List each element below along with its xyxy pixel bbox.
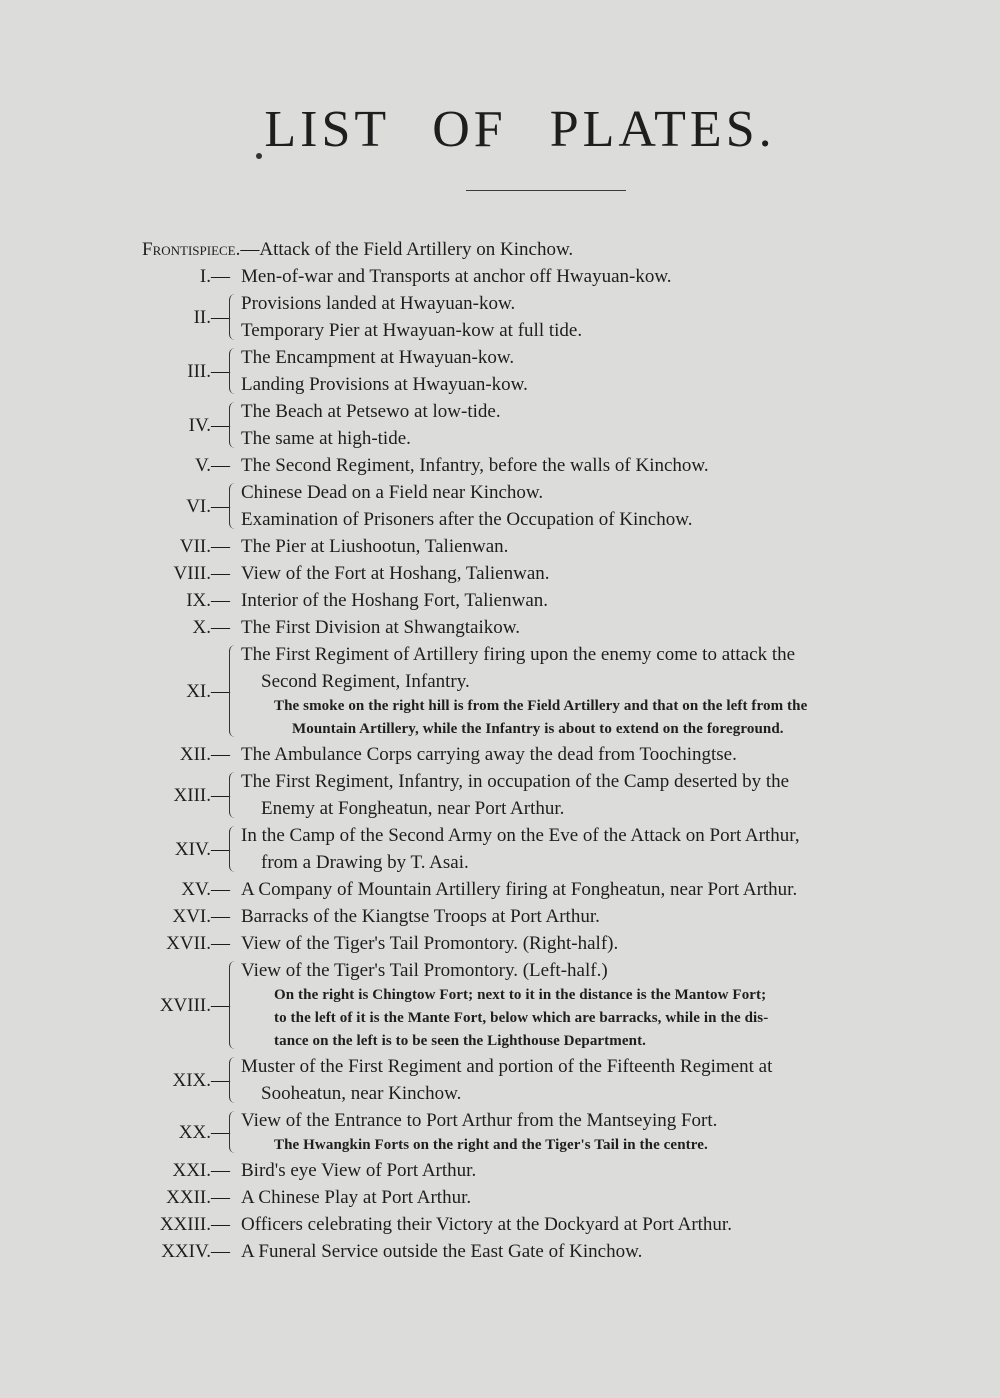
plate-entry — [0, 290, 1000, 344]
plate-number: XIV.— — [174, 839, 230, 860]
plate-entry — [0, 533, 1000, 560]
plate-entry — [0, 560, 1000, 587]
plate-title: Temporary Pier at Hwayuan-kow at full tide. — [241, 320, 583, 341]
plate-entry — [0, 768, 1000, 822]
brace-mark — [229, 826, 235, 872]
plate-entry — [0, 452, 1000, 479]
plate-number: VI.— — [186, 496, 230, 517]
plate-number: VII.— — [179, 536, 230, 557]
plate-note: The Hwangkin Forts on the right and the Tiger's Tail in the centre. — [274, 1137, 708, 1153]
plate-entry — [0, 876, 1000, 903]
plate-number: IV.— — [188, 415, 230, 436]
plate-entry — [0, 398, 1000, 452]
plate-number: III.— — [187, 361, 230, 382]
brace-mark — [229, 483, 235, 529]
plate-number: XIII.— — [173, 785, 230, 806]
plate-entry — [0, 741, 1000, 768]
brace-mark — [229, 348, 235, 394]
plate-number: X.— — [192, 617, 230, 638]
plate-title: View of the Tiger's Tail Promontory. (Left-half.) — [241, 960, 608, 981]
plate-entry — [0, 614, 1000, 641]
plate-title: A Chinese Play at Port Arthur. — [241, 1187, 472, 1208]
title-rule — [466, 190, 626, 191]
plate-title: Provisions landed at Hwayuan-kow. — [241, 293, 516, 314]
plate-number: II.— — [193, 307, 230, 328]
plate-note: Mountain Artillery, while the Infantry is about to extend on the foreground. — [292, 721, 784, 737]
plate-entry — [0, 344, 1000, 398]
frontispiece-label: Frontispiece. — [142, 239, 241, 260]
plate-title: The Pier at Liushootun, Talienwan. — [241, 536, 509, 557]
plate-title: The First Division at Shwangtaikow. — [241, 617, 520, 638]
plate-note: tance on the left is to be seen the Lighthouse Department. — [274, 1033, 647, 1049]
plate-number: XV.— — [181, 879, 230, 900]
plate-number: XXI.— — [172, 1160, 230, 1181]
plate-entry — [0, 1107, 1000, 1157]
plate-title: A Company of Mountain Artillery firing at Fongheatun, near Port Arthur. — [241, 879, 798, 900]
plate-number: XXIV.— — [161, 1241, 230, 1262]
plate-title: Barracks of the Kiangtse Troops at Port Arthur. — [241, 906, 600, 927]
brace-mark — [229, 772, 235, 818]
plate-number: XI.— — [186, 681, 230, 702]
brace-mark — [229, 961, 235, 1049]
plate-title: A Funeral Service outside the East Gate of Kinchow. — [241, 1241, 643, 1262]
plate-title: View of the Fort at Hoshang, Talienwan. — [241, 563, 550, 584]
frontispiece-entry — [0, 236, 1000, 263]
brace-mark — [229, 645, 235, 737]
plate-title: Officers celebrating their Victory at the Dockyard at Port Arthur. — [241, 1214, 732, 1235]
brace-mark — [229, 1111, 235, 1153]
plate-title: In the Camp of the Second Army on the Eve of the Attack on Port Arthur, — [241, 825, 800, 846]
plate-title: View of the Entrance to Port Arthur from the Mantseying Fort. — [241, 1110, 718, 1131]
plate-title: Interior of the Hoshang Fort, Talienwan. — [241, 590, 548, 611]
plate-title: Muster of the First Regiment and portion of the Fifteenth Regiment at — [241, 1056, 773, 1077]
plate-title: Enemy at Fongheatun, near Port Arthur. — [261, 798, 565, 819]
plate-title: Second Regiment, Infantry. — [261, 671, 470, 692]
plate-title: from a Drawing by T. Asai. — [261, 852, 469, 873]
plate-title: The First Regiment of Artillery firing upon the enemy come to attack the — [241, 644, 796, 665]
plate-entry — [0, 903, 1000, 930]
plate-title: Examination of Prisoners after the Occupation of Kinchow. — [241, 509, 693, 530]
plate-title: The same at high-tide. — [241, 428, 411, 449]
plate-entry — [0, 1053, 1000, 1107]
plate-note: to the left of it is the Mante Fort, below which are barracks, while in the dis- — [274, 1010, 769, 1026]
plate-entry — [0, 930, 1000, 957]
plate-title: Chinese Dead on a Field near Kinchow. — [241, 482, 544, 503]
brace-mark — [229, 1057, 235, 1103]
plate-number: V.— — [194, 455, 230, 476]
plate-entry — [0, 587, 1000, 614]
plate-title: View of the Tiger's Tail Promontory. (Right-half). — [241, 933, 619, 954]
plate-number: XIX.— — [172, 1070, 230, 1091]
plate-entry — [0, 1238, 1000, 1265]
plate-title: The First Regiment, Infantry, in occupation of the Camp deserted by the — [241, 771, 790, 792]
plate-note: On the right is Chingtow Fort; next to it in the distance is the Mantow Fort; — [274, 987, 767, 1003]
plate-number: XX.— — [178, 1122, 230, 1143]
plate-number: XXIII.— — [159, 1214, 230, 1235]
brace-mark — [229, 402, 235, 448]
plate-number: XVIII.— — [159, 995, 230, 1016]
plate-entry — [0, 1157, 1000, 1184]
plate-title: Sooheatun, near Kinchow. — [261, 1083, 462, 1104]
brace-mark — [229, 294, 235, 340]
plate-note: The smoke on the right hill is from the Field Artillery and that on the left from the — [274, 698, 808, 714]
plate-entry — [0, 957, 1000, 1053]
plate-number: XVI.— — [172, 906, 230, 927]
plate-number: XXII.— — [166, 1187, 230, 1208]
plate-number: IX.— — [186, 590, 230, 611]
page-title: LIST OF PLATES. — [264, 101, 776, 158]
plate-entry — [0, 1184, 1000, 1211]
plate-entry — [0, 479, 1000, 533]
frontispiece-text: —Attack of the Field Artillery on Kinchow. — [240, 239, 574, 260]
plate-entry — [0, 822, 1000, 876]
plate-title: The Beach at Petsewo at low-tide. — [241, 401, 501, 422]
plate-number: VIII.— — [173, 563, 230, 584]
plate-title: The Ambulance Corps carrying away the dead from Toochingtse. — [241, 744, 737, 765]
plate-entry — [0, 263, 1000, 290]
plate-number: XII.— — [179, 744, 230, 765]
plate-number: I.— — [199, 266, 230, 287]
plate-number: XVII.— — [166, 933, 230, 954]
plate-title: Landing Provisions at Hwayuan-kow. — [241, 374, 528, 395]
plate-entry — [0, 1211, 1000, 1238]
plate-entry — [0, 641, 1000, 741]
plate-title: Men-of-war and Transports at anchor off Hwayuan-kow. — [241, 266, 672, 287]
ink-speck — [256, 153, 262, 159]
plates-list — [0, 236, 1000, 1265]
plate-title: The Second Regiment, Infantry, before the walls of Kinchow. — [241, 455, 709, 476]
plate-title: The Encampment at Hwayuan-kow. — [241, 347, 515, 368]
plate-title: Bird's eye View of Port Arthur. — [241, 1160, 477, 1181]
